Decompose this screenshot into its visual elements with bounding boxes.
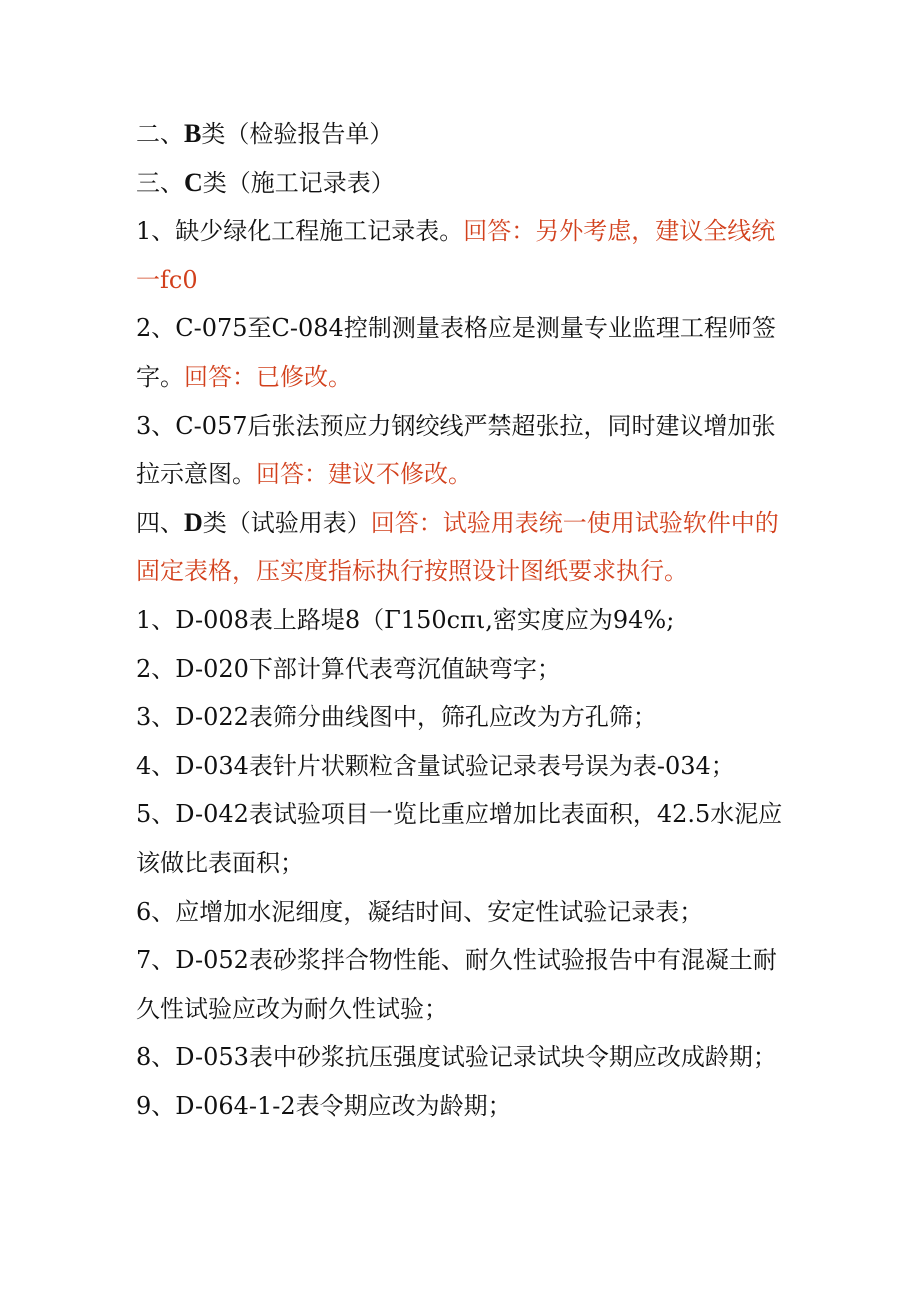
section-b-heading xyxy=(136,110,796,159)
section-b-text: 类（检验报告单） xyxy=(201,120,394,148)
d-item-5: 5、D-042表试验项目一览比重应增加比表面积，42.5水泥应该做比表面积； xyxy=(136,800,783,877)
section-c-text: 类（施工记录表） xyxy=(202,168,395,197)
c-item-1 xyxy=(136,207,796,304)
d-item-2: 2、D-020下部计算代表弯沉值缺弯字； xyxy=(136,654,561,683)
section-b-prefix: 二、 xyxy=(136,120,184,148)
section-d-reply: 回答：试验用表统一使用试验软件中的固定表格，压实度指标执行按照设计图纸要求执行。 xyxy=(136,508,779,586)
c-item-3 xyxy=(136,402,796,499)
d-item-3: 3、D-022表筛分曲线图中，筛孔应改为方孔筛； xyxy=(136,703,657,732)
document-body xyxy=(136,110,796,1130)
d-item-1: 1、D-008表上路堤8（Γ150cπι,密实度应为94%; xyxy=(136,605,675,634)
d-item-4: 4、D-034表针片状颗粒含量试验记录表号误为表-034； xyxy=(136,751,735,780)
d-item-6: 6、应增加水泥细度，凝结时间、安定性试验记录表； xyxy=(136,897,704,926)
section-c-heading xyxy=(136,159,796,208)
d-item-7: 7、D-052表砂浆拌合物性能、耐久性试验报告中有混凝土耐久性试验应改为耐久性试验； xyxy=(136,946,777,1023)
section-d-letter: D xyxy=(184,507,203,537)
d-item-8: 8、D-053表中砂浆抗压强度试验记录试块令期应改成龄期； xyxy=(136,1043,777,1072)
d-item-9: 9、D-064-1-2表令期应改为龄期； xyxy=(136,1091,512,1120)
section-d-heading xyxy=(136,499,796,596)
c-item-3-reply: 回答：建议不修改。 xyxy=(256,460,472,489)
section-d-text: 类（试验用表） xyxy=(202,508,371,537)
c-item-2-reply: 回答：已修改。 xyxy=(184,362,352,391)
c-item-2-text: 2、C-075至C-084控制测量表格应是测量专业监理工程师签字。 xyxy=(136,314,776,391)
c-item-2 xyxy=(136,304,796,401)
section-d-prefix: 四、 xyxy=(136,508,184,537)
section-b-letter: B xyxy=(184,119,202,148)
c-item-3-text: 3、C-057后张法预应力钢绞线严禁超张拉，同时建议增加张拉示意图。 xyxy=(136,411,776,489)
c-item-1-reply: 回答：另外考虑，建议全线统一fc0 xyxy=(136,217,776,294)
section-c-letter: C xyxy=(184,167,203,197)
section-c-prefix: 三、 xyxy=(136,168,184,197)
c-item-1-text: 1、缺少绿化工程施工记录表。 xyxy=(136,217,464,246)
